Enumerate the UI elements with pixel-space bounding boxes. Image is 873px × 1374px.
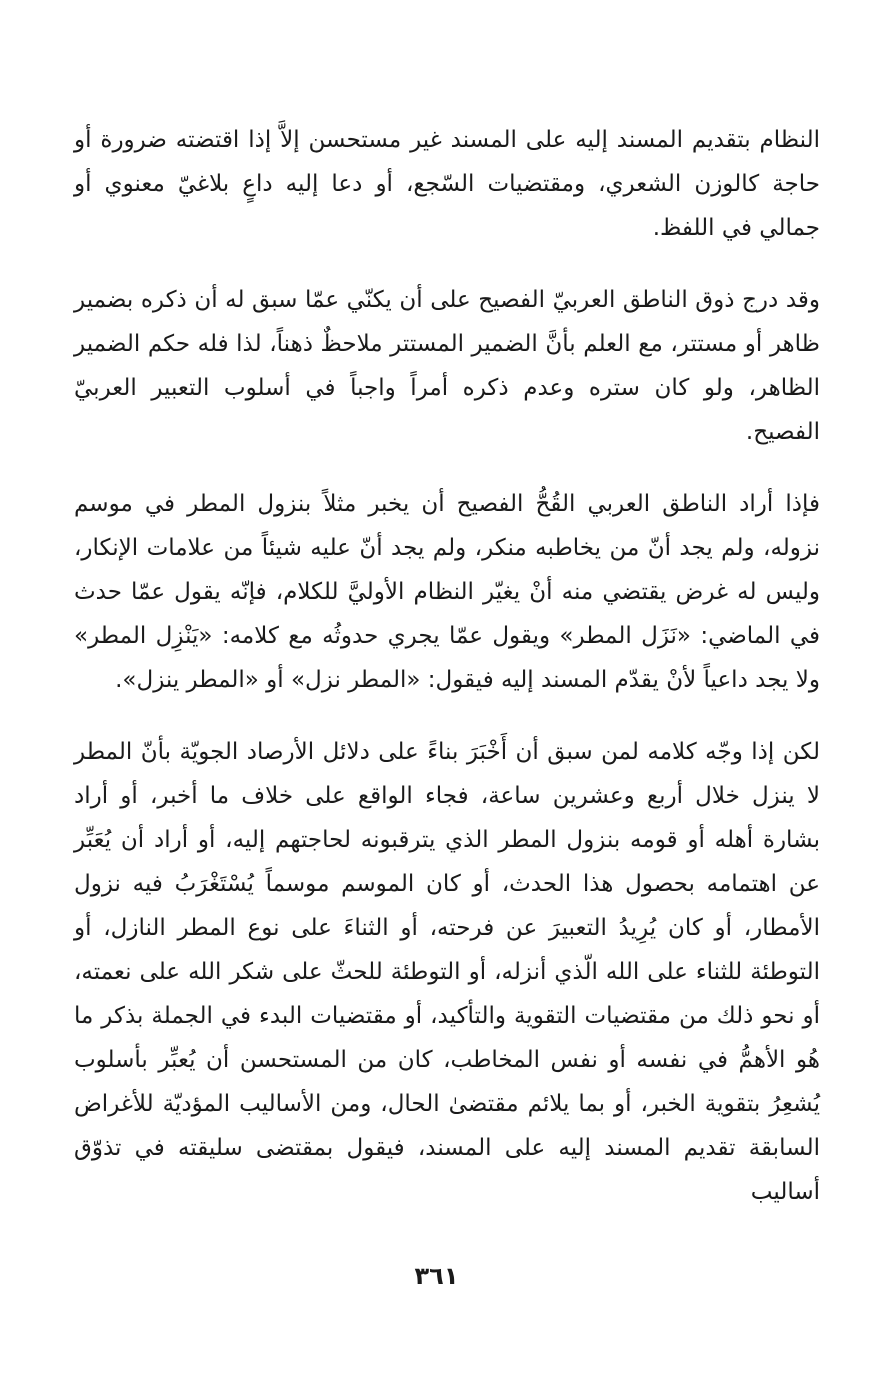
paragraph-1: النظام بتقديم المسند إليه على المسند غير مستحسن إلاَّ إذا اقتضته ضرورة أو حاجة كالوزن الشعري، ومقتضيات السّجع، أو دعا إليه داعٍ بلاغيّ معنوي أو جمالي في اللفظ. [74, 127, 820, 241]
paragraph-2: وقد درج ذوق الناطق العربيّ الفصيح على أن يكنّي عمّا سبق له أن ذكره بضمير ظاهر أو مستتر، مع العلم بأنَّ الضمير المستتر ملاحظٌ ذهناً، لذا فله حكم الضمير الظاهر، ولو كان ستره وعدم ذكره أمراً واجباً في أسلوب التعبير العربيّ الفصيح. [74, 287, 820, 445]
paragraph-3: فإذا أراد الناطق العربي القُحُّ الفصيح أن يخبر مثلاً بنزول المطر في موسم نزوله، ولم يجد أنّ من يخاطبه منكر، ولم يجد أنّ عليه شيئاً من علامات الإنكار، وليس له غرض يقتضي منه أنْ يغيّر النظام الأوليَّ للكلام، فإنّه يقول عمّا حدث في الماضي: «نَزَل المطر» ويقول عمّا يجري حدوثُه مع كلامه: «يَنْزِل المطر» ولا يجد داعياً لأنْ يقدّم المسند إليه فيقول: «المطر نزل» أو «المطر ينزل». [74, 491, 820, 693]
paragraph-4: لكن إذا وجّه كلامه لمن سبق أن أَخْبَرَ بناءً على دلائل الأرصاد الجويّة بأنّ المطر لا ينزل خلال أربع وعشرين ساعة، فجاء الواقع على خلاف ما أخبر، أو أراد بشارة أهله أو قومه بنزول المطر الذي يترقبونه لحاجتهم إليه، أو أراد أن يُعَبِّر عن اهتمامه بحصول هذا الحدث، أو كان الموسم موسماً يُسْتَغْرَبُ فيه نزول الأمطار، أو كان يُرِيدُ التعبيرَ عن فرحته، أو الثناءَ على نوع المطر النازل، أو التوطئة للثناء على الله الّذي أنزله، أو التوطئة للحثّ على شكر الله على نعمته، أو نحو ذلك من مقتضيات التقوية والتأكيد، أو مقتضيات البدء في الجملة بذكر ما هُو الأهمُّ في نفسه أو نفس المخاطب، كان من المستحسن أن يُعبِّر بأسلوب يُشعِرُ بتقوية الخبر، أو بما يلائم مقتضىٰ الحال، ومن الأساليب المؤديّة للأغراض السابقة تقديم المسند إليه على المسند، فيقول بمقتضى سليقته في تذوّق أساليب [74, 739, 820, 1205]
page-number: ٣٦١ [414, 1262, 459, 1290]
page-body [74, 118, 820, 1214]
